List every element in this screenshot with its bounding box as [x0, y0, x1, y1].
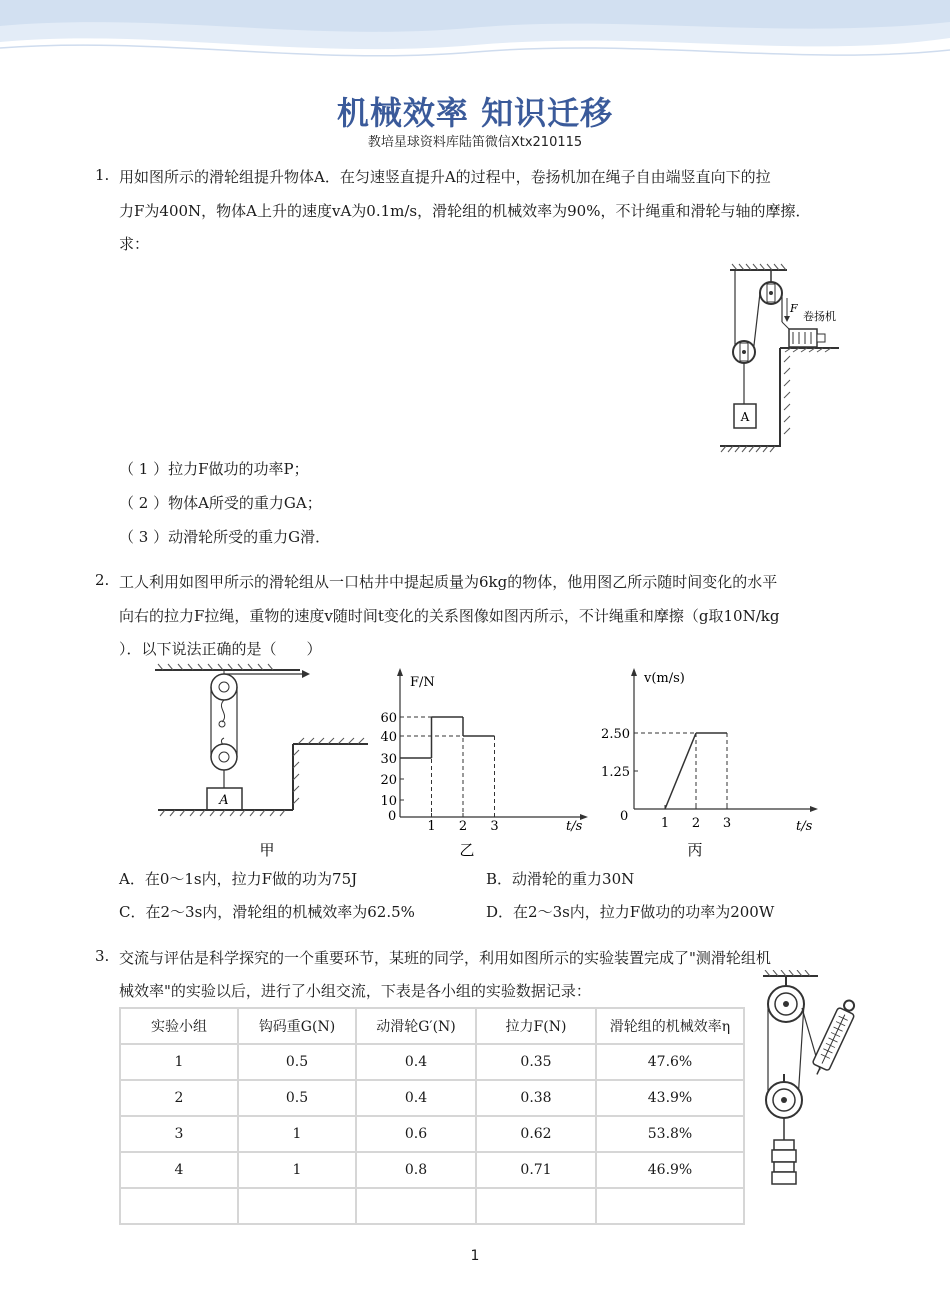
bing-xlabel: t/s	[796, 819, 813, 834]
table-row	[120, 1080, 744, 1116]
table-cell	[238, 1188, 356, 1224]
bing-caption: 丙	[687, 841, 703, 859]
q1-sub-1: （ 1 ）拉力F做功的功率P；	[119, 460, 309, 478]
table-cell	[596, 1188, 744, 1224]
yi-y-tick-label: 20	[380, 773, 397, 788]
yi-y-tick-label: 40	[380, 730, 397, 745]
bing-x-tick-label: 3	[722, 816, 732, 831]
table-cell: 0.4	[356, 1044, 476, 1080]
q2-option-c[interactable]: C．在2～3s内，滑轮组的机械效率为62.5%	[119, 903, 415, 921]
table-cell: 47.6%	[596, 1044, 744, 1080]
table-cell: 1	[120, 1044, 238, 1080]
yi-y-tick-label: 30	[380, 752, 397, 767]
yi-origin: 0	[388, 809, 397, 824]
yi-ylabel: F/N	[410, 675, 435, 690]
q1-number: 1.	[95, 166, 110, 184]
yi-xlabel: t/s	[566, 819, 583, 834]
bing-x-tick-label: 1	[660, 816, 670, 831]
table-cell	[120, 1188, 238, 1224]
yi-x-tick-label: 3	[490, 819, 499, 834]
bing-y-tick-label: 1.25	[601, 765, 630, 780]
bing-ylabel: v(m/s)	[644, 671, 685, 686]
page-subtitle: 教培星球资料库陆笛微信Xtx210115	[367, 135, 583, 150]
q1-line-2: 力F为400N，物体A上升的速度vA为0.1m/s，滑轮组的机械效率为90%，不计绳重和滑轮与轴的摩擦．	[119, 202, 811, 220]
q3-apparatus-figure	[758, 970, 868, 1192]
q1-block-label: A	[740, 410, 750, 424]
table-cell: 4	[120, 1152, 238, 1188]
bing-x-tick-label: 2	[691, 816, 701, 831]
table-header-row	[120, 1008, 744, 1044]
q2-jia-caption: 甲	[259, 841, 275, 859]
q2-number: 2.	[95, 571, 110, 589]
q1-sub-3: （ 3 ）动滑轮所受的重力G滑．	[119, 528, 331, 546]
q3-line-2: 械效率"的实验以后，进行了小组交流，下表是各小组的实验数据记录：	[119, 982, 591, 1000]
bing-y-tick-label: 2.50	[601, 727, 630, 742]
table-header-cell: 动滑轮G′(N)	[356, 1008, 476, 1044]
q1-winch-label: 卷扬机	[803, 310, 836, 323]
table-row	[120, 1116, 744, 1152]
bing-x-arrow	[810, 806, 818, 812]
table-cell: 0.6	[356, 1116, 476, 1152]
q3-number: 3.	[95, 947, 110, 965]
table-header-cell: 钩码重G(N)	[238, 1008, 356, 1044]
table-cell	[476, 1188, 596, 1224]
q2-jia-block-label: A	[219, 793, 229, 808]
q1-pulley-figure	[715, 262, 855, 454]
table-cell: 0.38	[476, 1080, 596, 1116]
yi-caption: 乙	[459, 841, 475, 859]
table-cell: 2	[120, 1080, 238, 1116]
table-cell: 0.8	[356, 1152, 476, 1188]
table-header-cell: 拉力F(N)	[476, 1008, 596, 1044]
q1-line-3: 求：	[119, 235, 150, 253]
bing-origin: 0	[620, 809, 629, 824]
yi-y-tick-label: 10	[380, 794, 397, 809]
page-title: 机械效率 知识迁移	[336, 94, 614, 132]
table-row	[120, 1044, 744, 1080]
q2-chart-yi	[370, 662, 595, 860]
q2-line-3: ）．以下说法正确的是（ ）	[119, 640, 322, 658]
yi-y-arrow	[397, 668, 403, 676]
q2-option-b[interactable]: B．动滑轮的重力30N	[486, 870, 635, 888]
q2-chart-bing	[600, 662, 825, 860]
q2-line-1: 工人利用如图甲所示的滑轮组从一口枯井中提起质量为6kg的物体，他用图乙所示随时间变化的水平	[119, 573, 778, 591]
q2-option-a[interactable]: A．在0～1s内，拉力F做的功为75J	[119, 870, 358, 888]
yi-x-tick-label: 2	[458, 819, 468, 834]
table-cell: 0.71	[476, 1152, 596, 1188]
yi-y-tick-label: 60	[380, 711, 397, 726]
bing-series-segment	[665, 733, 696, 809]
table-row	[120, 1152, 744, 1188]
table-header-cell: 实验小组	[120, 1008, 238, 1044]
table-cell: 0.5	[238, 1044, 356, 1080]
q2-option-d[interactable]: D．在2～3s内，拉力F做功的功率为200W	[486, 903, 775, 921]
q3-data-table	[119, 1007, 745, 1225]
page-number: 1	[470, 1248, 480, 1264]
table-cell: 0.35	[476, 1044, 596, 1080]
yi-x-tick-label: 1	[427, 819, 436, 834]
table-cell	[356, 1188, 476, 1224]
q2-figure-jia	[150, 662, 375, 860]
table-cell: 3	[120, 1116, 238, 1152]
q1-force-label: F	[790, 302, 798, 315]
table-header-cell: 滑轮组的机械效率η	[596, 1008, 744, 1044]
table-row	[120, 1188, 744, 1224]
table-cell: 43.9%	[596, 1080, 744, 1116]
table-cell: 1	[238, 1152, 356, 1188]
q2-line-2: 向右的拉力F拉绳，重物的速度v随时间t变化的关系图像如图丙所示，不计绳重和摩擦（g取10N/kg	[119, 607, 780, 625]
table-cell: 46.9%	[596, 1152, 744, 1188]
header-wave-decoration	[0, 0, 950, 70]
table-cell: 0.4	[356, 1080, 476, 1116]
q1-sub-2: （ 2 ）物体A所受的重力GA；	[119, 494, 322, 512]
q1-line-1: 用如图所示的滑轮组提升物体A．在匀速竖直提升A的过程中，卷扬机加在绳子自由端竖直向下的拉	[119, 168, 771, 186]
bing-y-arrow	[631, 668, 637, 676]
table-cell: 1	[238, 1116, 356, 1152]
q3-line-1: 交流与评估是科学探究的一个重要环节，某班的同学，利用如图所示的实验装置完成了"测滑轮组机	[119, 949, 771, 967]
table-cell: 0.62	[476, 1116, 596, 1152]
table-cell: 53.8%	[596, 1116, 744, 1152]
table-cell: 0.5	[238, 1080, 356, 1116]
